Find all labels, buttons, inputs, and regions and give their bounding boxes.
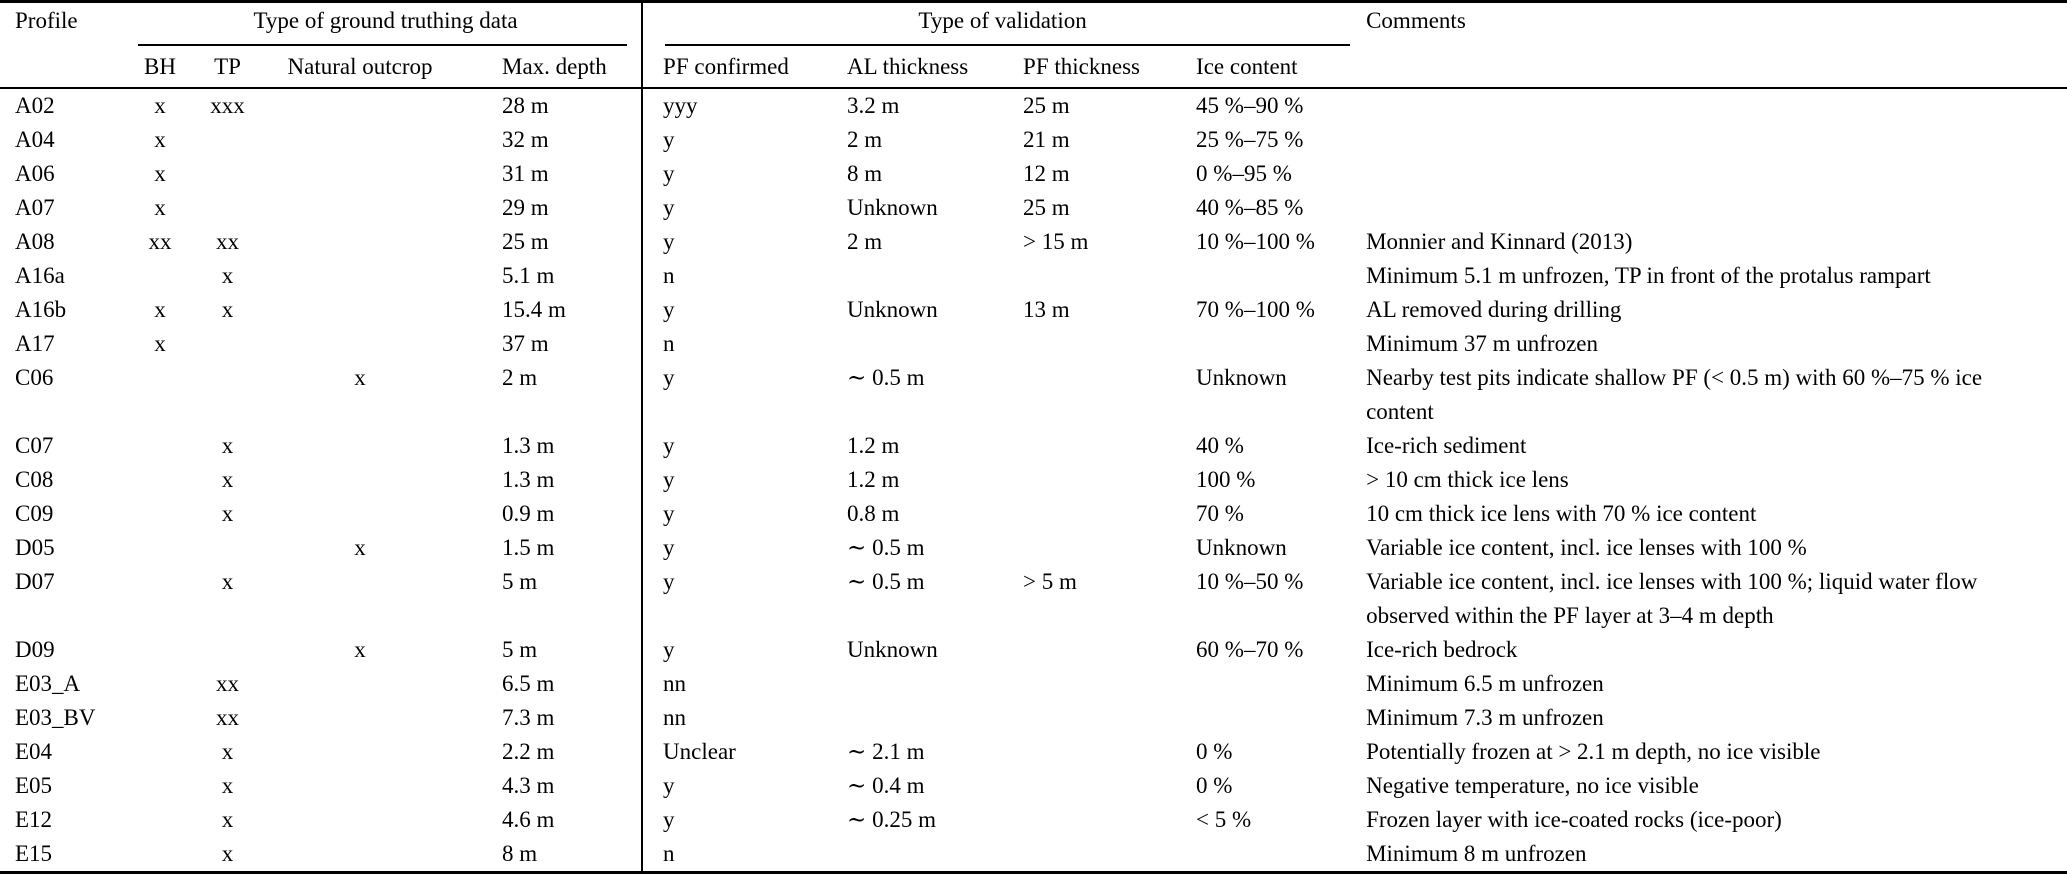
cell-al-thickness: ∼ 0.4 m [847,772,925,798]
cell-pf-thickness: 25 m [1023,194,1070,220]
cell-bh: xx [148,228,172,254]
cell-profile: C06 [15,364,54,390]
table-row [0,88,2067,123]
cell-pf-confirmed: y [642,225,842,259]
cell-tp [190,531,265,565]
cell-al-thickness: 3.2 m [847,92,900,118]
cell-max-depth: 1.5 m [502,534,555,560]
cell-max-depth: 5 m [502,568,538,594]
cell-comments: Minimum 37 m unfrozen [1366,330,1598,356]
cell-pf-confirmed: y [642,633,842,667]
cell-profile: E03_A [15,670,81,696]
cell-tp: x [221,806,234,832]
table-row [0,667,2067,701]
cell-pf-thickness [1017,667,1192,701]
cell-comments [1362,88,2067,123]
cell-comments: Variable ice content, incl. ice lenses with 100 %; liquid water flow observed within the PF layer at 3–4 m depth [1366,568,1978,628]
cell-outcrop: x [354,534,366,560]
cell-bh [130,565,190,633]
cell-tp [190,123,265,157]
cell-al-thickness: ∼ 0.5 m [847,364,925,390]
cell-pf-thickness: 25 m [1023,92,1070,118]
cell-pf-confirmed: n [642,259,842,293]
cell-profile: C09 [15,500,54,526]
ground-truthing-underline [138,44,627,46]
table-row [0,293,2067,327]
cell-comments: AL removed during drilling [1366,296,1622,322]
cell-pf-thickness [1017,769,1192,803]
cell-al-thickness: 2 m [847,228,883,254]
cell-tp: xxx [210,92,245,118]
cell-tp: xx [216,228,239,254]
cell-profile: A16b [15,296,67,322]
cell-al-thickness: ∼ 0.25 m [847,806,936,832]
cell-ice-content: 70 % [1196,500,1244,526]
group-header-row [0,2,2067,46]
cell-outcrop [265,701,455,735]
column-header-al-thickness: AL thickness [842,46,1017,88]
cell-bh [130,531,190,565]
cell-tp: x [221,840,234,866]
cell-ice-content: Unknown [1196,534,1287,560]
cell-ice-content: 0 % [1196,738,1233,764]
table-row [0,463,2067,497]
table-header [0,2,2067,88]
cell-pf-thickness [1017,803,1192,837]
cell-pf-confirmed: nn [642,701,842,735]
cell-max-depth: 0.9 m [502,500,555,526]
cell-max-depth: 8 m [502,840,538,866]
cell-bh: x [154,194,166,220]
cell-profile: E05 [15,772,53,798]
cell-ice-content: 70 %–100 % [1196,296,1315,322]
cell-outcrop [265,88,455,123]
cell-outcrop: x [354,636,366,662]
cell-al-thickness: Unknown [847,296,938,322]
cell-comments: Variable ice content, incl. ice lenses with 100 % [1366,534,1807,560]
cell-max-depth: 25 m [502,228,549,254]
cell-tp [190,361,265,429]
cell-profile: C07 [15,432,54,458]
cell-pf-confirmed: y [642,157,842,191]
cell-comments: Minimum 7.3 m unfrozen [1366,704,1604,730]
cell-ice-content [1192,701,1362,735]
cell-al-thickness: Unknown [847,636,938,662]
cell-outcrop [265,463,455,497]
cell-al-thickness [842,701,1017,735]
cell-comments: Minimum 5.1 m unfrozen, TP in front of the protalus rampart [1366,262,1931,288]
cell-tp: x [221,466,234,492]
table-row [0,497,2067,531]
cell-profile: C08 [15,466,54,492]
cell-al-thickness: 0.8 m [847,500,900,526]
validation-underline [665,44,1350,46]
cell-bh [130,497,190,531]
cell-al-thickness: 1.2 m [847,432,900,458]
cell-profile: D07 [15,568,55,594]
cell-tp: x [221,262,234,288]
group-header-ground-truthing [130,2,642,46]
cell-pf-confirmed: n [642,327,842,361]
cell-tp [190,633,265,667]
cell-tp [190,157,265,191]
cell-pf-thickness [1017,497,1192,531]
cell-bh [130,429,190,463]
table-row [0,191,2067,225]
cell-ice-content [1192,327,1362,361]
cell-al-thickness: 1.2 m [847,466,900,492]
cell-bh: x [154,126,166,152]
cell-profile: E12 [15,806,53,832]
cell-pf-confirmed: y [642,429,842,463]
cell-bh: x [154,160,166,186]
table-row [0,259,2067,293]
table-row [0,123,2067,157]
cell-max-depth: 4.3 m [502,772,555,798]
cell-bh [130,633,190,667]
cell-outcrop [265,803,455,837]
cell-profile: A04 [15,126,55,152]
cell-pf-confirmed: n [642,837,842,873]
cell-bh: x [154,330,166,356]
cell-ice-content: 10 %–100 % [1196,228,1315,254]
cell-ice-content: 60 %–70 % [1196,636,1304,662]
cell-ice-content: 45 %–90 % [1196,92,1304,118]
cell-profile: A02 [15,92,55,118]
table-row [0,837,2067,873]
cell-bh [130,259,190,293]
cell-profile: E03_BV [15,704,96,730]
cell-pf-confirmed: y [642,769,842,803]
cell-profile: A08 [15,228,55,254]
cell-ice-content: Unknown [1196,364,1287,390]
cell-max-depth: 6.5 m [502,670,555,696]
cell-comments: Minimum 6.5 m unfrozen [1366,670,1604,696]
cell-al-thickness: ∼ 0.5 m [847,534,925,560]
cell-profile: A16a [15,262,65,288]
table-body [0,88,2067,873]
cell-tp: x [221,432,234,458]
table-row [0,565,2067,633]
cell-ice-content: 40 %–85 % [1196,194,1304,220]
cell-ice-content [1192,259,1362,293]
cell-profile: A17 [15,330,55,356]
cell-al-thickness [842,667,1017,701]
cell-comments [1362,157,2067,191]
cell-comments: > 10 cm thick ice lens [1366,466,1569,492]
cell-bh [130,769,190,803]
cell-outcrop [265,735,455,769]
cell-pf-thickness [1017,701,1192,735]
cell-al-thickness: Unknown [847,194,938,220]
table-row [0,803,2067,837]
cell-pf-confirmed: y [642,463,842,497]
column-header-pf-thickness: PF thickness [1017,46,1192,88]
group-header-validation-label: Type of validation [918,8,1087,33]
cell-max-depth: 2.2 m [502,738,555,764]
cell-ice-content: < 5 % [1196,806,1252,832]
column-header-max-depth: Max. depth [455,46,642,88]
cell-pf-thickness [1017,327,1192,361]
cell-tp: x [221,772,234,798]
cell-profile: A06 [15,160,55,186]
cell-ice-content: 100 % [1196,466,1256,492]
cell-outcrop [265,497,455,531]
cell-al-thickness [842,837,1017,873]
cell-pf-thickness: 12 m [1023,160,1070,186]
cell-pf-thickness: > 5 m [1023,568,1077,594]
cell-comments: Minimum 8 m unfrozen [1366,840,1587,866]
cell-ice-content: 25 %–75 % [1196,126,1304,152]
group-header-validation [642,2,1362,46]
table-row [0,701,2067,735]
cell-max-depth: 2 m [502,364,538,390]
cell-pf-confirmed: y [642,803,842,837]
cell-bh [130,735,190,769]
cell-comments: Frozen layer with ice-coated rocks (ice-poor) [1366,806,1782,832]
cell-max-depth: 1.3 m [502,432,555,458]
column-header-comments: Comments [1362,2,2067,88]
cell-tp: x [221,738,234,764]
cell-max-depth: 37 m [502,330,549,356]
cell-pf-thickness: 13 m [1023,296,1070,322]
group-header-ground-truthing-label: Type of ground truthing data [253,8,518,33]
cell-pf-thickness [1017,633,1192,667]
cell-outcrop [265,769,455,803]
cell-ice-content: 0 %–95 % [1196,160,1292,186]
cell-profile: E04 [15,738,53,764]
cell-pf-confirmed: y [642,361,842,429]
column-header-pf-confirmed: PF confirmed [642,46,842,88]
cell-bh [130,463,190,497]
cell-ice-content [1192,667,1362,701]
cell-max-depth: 31 m [502,160,549,186]
cell-pf-thickness [1017,837,1192,873]
cell-bh [130,803,190,837]
cell-pf-confirmed: y [642,531,842,565]
cell-pf-thickness [1017,531,1192,565]
cell-profile: E15 [15,840,53,866]
column-header-ice-content: Ice content [1192,46,1362,88]
cell-pf-confirmed: y [642,565,842,633]
cell-pf-thickness: 21 m [1023,126,1070,152]
cell-comments: Nearby test pits indicate shallow PF (< 0.5 m) with 60 %–75 % ice content [1366,364,1983,424]
cell-outcrop [265,191,455,225]
cell-bh [130,701,190,735]
cell-tp: xx [216,704,239,730]
cell-max-depth: 15.4 m [502,296,566,322]
table-row [0,769,2067,803]
cell-al-thickness [842,259,1017,293]
cell-max-depth: 32 m [502,126,549,152]
cell-max-depth: 7.3 m [502,704,555,730]
cell-outcrop [265,259,455,293]
cell-tp: xx [216,670,239,696]
cell-tp: x [221,296,234,322]
cell-profile: D09 [15,636,55,662]
cell-pf-confirmed: Unclear [642,735,842,769]
cell-outcrop [265,293,455,327]
cell-outcrop [265,123,455,157]
cell-comments: Ice-rich sediment [1366,432,1527,458]
cell-comments: Monnier and Kinnard (2013) [1366,228,1633,254]
cell-max-depth: 1.3 m [502,466,555,492]
cell-pf-thickness: > 15 m [1023,228,1089,254]
cell-bh [130,837,190,873]
column-header-natural-outcrop: Natural outcrop [265,46,455,88]
cell-pf-confirmed: yyy [642,88,842,123]
column-header-bh: BH [130,46,190,88]
cell-tp [190,327,265,361]
column-header-tp: TP [190,46,265,88]
cell-ice-content: 0 % [1196,772,1233,798]
cell-pf-thickness [1017,361,1192,429]
table-row [0,633,2067,667]
cell-pf-confirmed: y [642,123,842,157]
cell-outcrop [265,157,455,191]
cell-al-thickness: 8 m [847,160,883,186]
table-row [0,225,2067,259]
cell-bh: x [154,296,166,322]
cell-max-depth: 5.1 m [502,262,555,288]
cell-outcrop [265,225,455,259]
cell-outcrop [265,429,455,463]
cell-pf-confirmed: y [642,293,842,327]
cell-comments: 10 cm thick ice lens with 70 % ice content [1366,500,1757,526]
cell-tp: x [221,500,234,526]
table-row [0,361,2067,429]
cell-bh: x [154,92,166,118]
cell-profile: A07 [15,194,55,220]
table-row [0,429,2067,463]
cell-max-depth: 5 m [502,636,538,662]
cell-profile: D05 [15,534,55,560]
cell-outcrop: x [354,364,366,390]
cell-pf-confirmed: y [642,497,842,531]
cell-ice-content: 10 %–50 % [1196,568,1304,594]
cell-pf-confirmed: nn [642,667,842,701]
cell-al-thickness: 2 m [847,126,883,152]
cell-al-thickness: ∼ 0.5 m [847,568,925,594]
cell-pf-thickness [1017,735,1192,769]
table-row [0,327,2067,361]
cell-comments [1362,191,2067,225]
cell-tp [190,191,265,225]
cell-pf-confirmed: y [642,191,842,225]
cell-tp: x [221,568,234,594]
cell-max-depth: 4.6 m [502,806,555,832]
table-row [0,735,2067,769]
cell-al-thickness [842,327,1017,361]
cell-max-depth: 28 m [502,92,549,118]
cell-comments: Negative temperature, no ice visible [1366,772,1699,798]
column-header-profile: Profile [0,2,130,88]
cell-bh [130,667,190,701]
cell-outcrop [265,667,455,701]
table-row [0,157,2067,191]
cell-outcrop [265,837,455,873]
cell-outcrop [265,565,455,633]
cell-al-thickness: ∼ 2.1 m [847,738,925,764]
cell-comments [1362,123,2067,157]
cell-pf-thickness [1017,463,1192,497]
cell-outcrop [265,327,455,361]
cell-comments: Potentially frozen at > 2.1 m depth, no ice visible [1366,738,1821,764]
cell-pf-thickness [1017,259,1192,293]
cell-comments: Ice-rich bedrock [1366,636,1518,662]
cell-ice-content: 40 % [1196,432,1244,458]
cell-pf-thickness [1017,429,1192,463]
cell-max-depth: 29 m [502,194,549,220]
table-row [0,531,2067,565]
cell-ice-content [1192,837,1362,873]
cell-bh [130,361,190,429]
